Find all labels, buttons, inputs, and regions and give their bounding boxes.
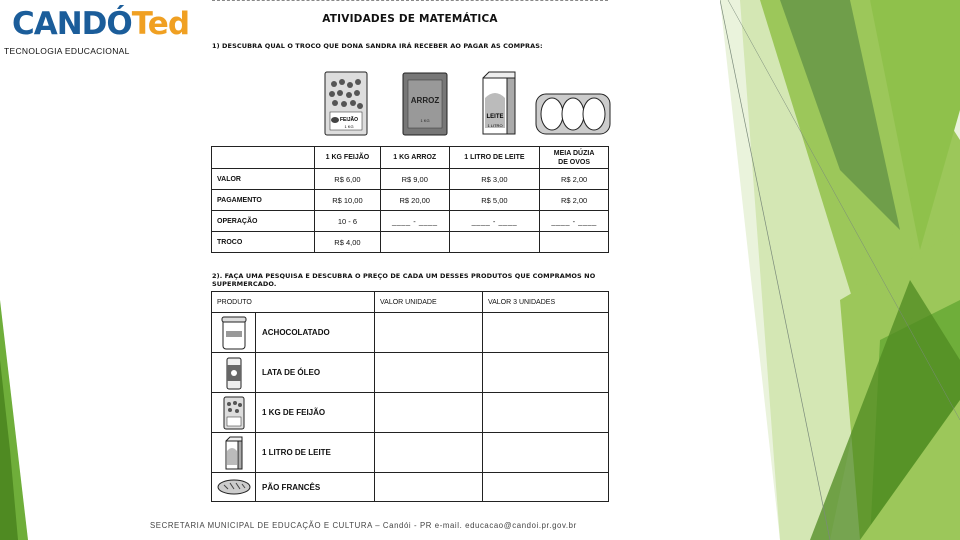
- worksheet-title: ATIVIDADES DE MATEMÁTICA: [322, 13, 498, 25]
- price-unit-cell: [375, 433, 483, 473]
- price-research-table: [211, 291, 609, 502]
- table-cell: R$ 10,00: [315, 190, 381, 211]
- table-cell: R$ 2,00: [540, 190, 609, 211]
- chocolate-powder-can-icon: [212, 313, 256, 352]
- price-unit-cell: [375, 353, 483, 393]
- beans-bag-icon: [320, 68, 372, 138]
- table-cell: R$ 2,00: [540, 169, 609, 190]
- table-cell: [540, 232, 609, 253]
- table-cell: R$ 9,00: [380, 169, 449, 190]
- price-3-units-cell: [482, 473, 608, 502]
- left-green-stripe: [0, 300, 40, 540]
- math-worksheet: [200, 0, 620, 512]
- beans-bag-icon: [212, 393, 256, 432]
- table-row: [212, 211, 609, 232]
- row-label-operacao: OPERAÇÃO: [212, 211, 315, 232]
- rice-bag-icon: [400, 70, 452, 138]
- price-unit-cell: [375, 313, 483, 353]
- candoted-logo: [4, 4, 190, 59]
- price-unit-cell: [375, 393, 483, 433]
- table2-header-valor-unidade: VALOR UNIDADE: [375, 292, 483, 313]
- milk-box-volume: 1 LITRO: [487, 123, 503, 128]
- beans-bag-label: FEIJÃO: [339, 117, 359, 123]
- oil-can-icon: [212, 353, 256, 392]
- rice-bag-label: ARROZ: [410, 96, 440, 105]
- table1-header-eggs: MEIA DÚZIA DE OVOS: [540, 147, 609, 169]
- product-name: PÃO FRANCÊS: [262, 482, 321, 492]
- change-calculation-table: [211, 146, 609, 253]
- table-row: [212, 232, 609, 253]
- egg-carton-icon: [534, 86, 612, 136]
- price-3-units-cell: [482, 353, 608, 393]
- table1-header-rice: 1 KG ARROZ: [380, 147, 449, 169]
- table1-header-milk: 1 LITRO DE LEITE: [449, 147, 540, 169]
- question-1: 1) DESCUBRA QUAL O TROCO QUE DONA SANDRA IRÁ RECEBER AO PAGAR AS COMPRAS:: [212, 42, 543, 50]
- price-3-units-cell: [482, 433, 608, 473]
- table-row: [212, 353, 609, 393]
- table-row: [212, 393, 609, 433]
- table-cell: R$ 5,00: [449, 190, 540, 211]
- product-name: 1 LITRO DE LEITE: [262, 448, 331, 457]
- question-2: 2). FAÇA UMA PESQUISA E DESCUBRA O PREÇO DE CADA UM DESSES PRODUTOS QUE COMPRAMOS NO SUPERMERCADO.: [212, 272, 596, 288]
- row-label-pagamento: PAGAMENTO: [212, 190, 315, 211]
- milk-box-label: LEITE: [486, 114, 504, 120]
- table-row: [212, 313, 609, 353]
- product-name: ACHOCOLATADO: [262, 328, 330, 337]
- table-cell: R$ 6,00: [315, 169, 381, 190]
- product-illustrations: [320, 68, 612, 140]
- rice-bag-weight: 1 KG: [420, 118, 430, 123]
- milk-carton-icon: [212, 433, 256, 472]
- table-cell: ____ - ____: [380, 211, 449, 232]
- table-cell: ____ - ____: [540, 211, 609, 232]
- table1-header-beans: 1 KG FEIJÃO: [315, 147, 381, 169]
- table-row: [212, 169, 609, 190]
- price-3-units-cell: [482, 313, 608, 353]
- product-name: LATA DE ÓLEO: [262, 368, 321, 377]
- price-unit-cell: [375, 473, 483, 502]
- logo-wordmark: CANDÓTed: [12, 6, 190, 42]
- table-cell: R$ 4,00: [315, 232, 381, 253]
- beans-bag-weight: 1 KG: [344, 124, 354, 129]
- row-label-troco: TROCO: [212, 232, 315, 253]
- table-cell: R$ 20,00: [380, 190, 449, 211]
- row-label-valor: VALOR: [212, 169, 315, 190]
- table-cell: [380, 232, 449, 253]
- table1-corner: [212, 147, 315, 169]
- table-cell: 10 - 6: [315, 211, 381, 232]
- table-row: [212, 190, 609, 211]
- table2-header-valor-3-unidades: VALOR 3 UNIDADES: [482, 292, 608, 313]
- footer-contact: SECRETARIA MUNICIPAL DE EDUCAÇÃO E CULTURA – Candói - PR e-mail. educacao@candoi.pr.gov.br: [150, 521, 577, 530]
- product-name: 1 KG DE FEIJÃO: [262, 408, 326, 417]
- table-row: [212, 473, 609, 502]
- worksheet-top-border: [212, 0, 608, 1]
- table-cell: R$ 3,00: [449, 169, 540, 190]
- logo-subtitle: TECNOLOGIA EDUCACIONAL: [4, 46, 130, 56]
- right-green-decoration: [720, 0, 960, 540]
- table-cell: ____ - ____: [449, 211, 540, 232]
- bread-icon: [212, 473, 256, 501]
- table-row: [212, 433, 609, 473]
- price-3-units-cell: [482, 393, 608, 433]
- table2-header-produto: PRODUTO: [212, 292, 375, 313]
- table-cell: [449, 232, 540, 253]
- milk-carton-icon: [475, 70, 525, 138]
